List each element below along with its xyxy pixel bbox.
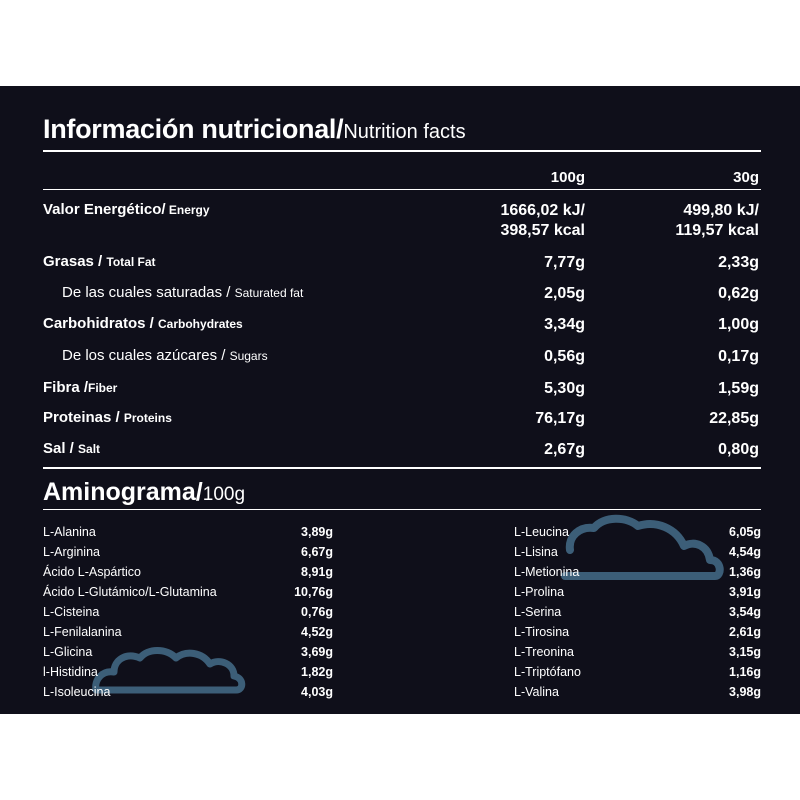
row-label: Sal / Salt [43,440,101,457]
page-title [43,114,466,145]
row-label: Carbohidratos / Carbohydrates [43,315,243,332]
value-30g: 0,80g [718,441,759,458]
list-item: L-Prolina 3,91g [514,585,761,599]
row-label: Grasas / Total Fat [43,253,156,270]
aminogram-left-column [43,522,333,702]
title-spanish: Información nutricional/ [43,114,344,144]
list-item: L-Triptófano 1,16g [514,665,761,679]
value-100g: 2,05g [544,285,585,302]
value-30g: 0,62g [718,285,759,302]
value-30g: 1,00g [718,316,759,333]
list-item: L-Lisina 4,54g [514,545,761,559]
column-header-100g: 100g [550,169,585,186]
list-item: Ácido L-Glutámico/L-Glutamina 10,76g [43,585,333,599]
list-item: Ácido L-Aspártico 8,91g [43,565,333,579]
list-item: l-Histidina 1,82g [43,665,333,679]
list-item: L-Arginina 6,67g [43,545,333,559]
list-item: L-Alanina 3,89g [43,525,333,539]
list-item: L-Isoleucina 4,03g [43,685,333,699]
value-30g: 1,59g [718,380,759,397]
row-label: Valor Energético/ Energy [43,201,210,218]
aminogram-right-column [514,522,761,702]
value-30g: 499,80 kJ/ 119,57 kcal [675,202,759,239]
value-100g: 5,30g [544,380,585,397]
title-divider [43,150,761,152]
nutrition-panel [0,86,800,714]
aminogram-title: Aminograma/100g [43,478,246,506]
list-item: L-Tirosina 2,61g [514,625,761,639]
value-30g: 22,85g [709,410,759,427]
list-item: L-Valina 3,98g [514,685,761,699]
section-divider [43,467,761,469]
row-label: De los cuales azúcares / Sugars [62,347,268,364]
value-30g: 2,33g [718,254,759,271]
list-item: L-Treonina 3,15g [514,645,761,659]
value-30g: 0,17g [718,348,759,365]
list-item: L-Serina 3,54g [514,605,761,619]
column-header-30g: 30g [733,169,759,186]
value-100g: 0,56g [544,348,585,365]
row-label: De las cuales saturadas / Saturated fat [62,284,304,301]
row-label: Fibra /Fiber [43,379,118,396]
value-100g: 1666,02 kJ/ 398,57 kcal [500,202,585,239]
value-100g: 3,34g [544,316,585,333]
value-100g: 7,77g [544,254,585,271]
row-label: Proteinas / Proteins [43,409,172,426]
list-item: L-Glicina 3,69g [43,645,333,659]
value-100g: 76,17g [535,410,585,427]
list-item: L-Metionina 1,36g [514,565,761,579]
aminogram-divider [43,509,761,510]
list-item: L-Fenilalanina 4,52g [43,625,333,639]
header-divider [43,189,761,190]
value-100g: 2,67g [544,441,585,458]
list-item: L-Cisteina 0,76g [43,605,333,619]
list-item: L-Leucina 6,05g [514,525,761,539]
title-english: Nutrition facts [343,121,466,143]
